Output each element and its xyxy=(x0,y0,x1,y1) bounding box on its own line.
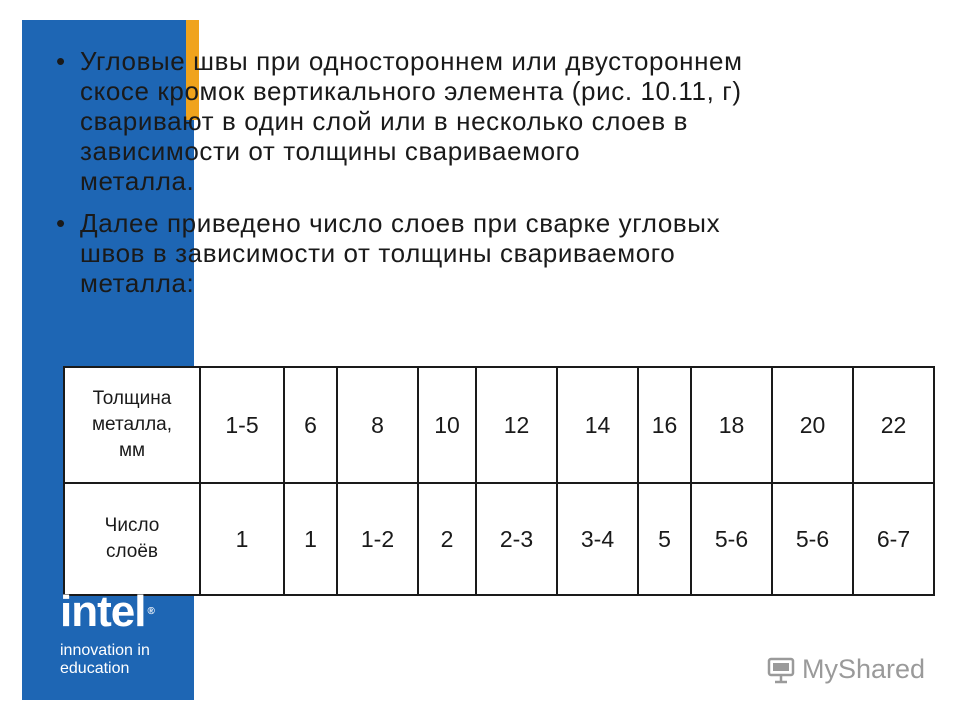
registered-mark: ® xyxy=(147,606,154,617)
table-cell: 10 xyxy=(418,367,476,483)
row-header-line: металла, xyxy=(91,414,173,435)
table-cell: 18 xyxy=(691,367,772,483)
intel-wordmark xyxy=(60,587,154,636)
table-cell: 8 xyxy=(337,367,418,483)
bullet-text-line: швов в зависимости от толщины свариваемого xyxy=(80,238,676,268)
table-cell: 1-2 xyxy=(337,483,418,595)
table-cell: 5 xyxy=(638,483,691,595)
bullet-item-1 xyxy=(56,46,856,196)
presentation-board-icon xyxy=(766,655,796,685)
row-header-line: мм xyxy=(118,440,146,461)
bullet-item-2 xyxy=(56,208,856,298)
table-cell: 3-4 xyxy=(557,483,638,595)
table-row-layers xyxy=(64,483,934,595)
table-cell: 1 xyxy=(200,483,284,595)
bullet-symbol: • xyxy=(56,208,66,238)
bullet-text-line: сваривают в один слой или в несколько слоев в xyxy=(80,106,689,136)
table-cell: 5-6 xyxy=(772,483,853,595)
watermark-text: MyShared xyxy=(802,654,926,684)
table-cell: 2-3 xyxy=(476,483,557,595)
bullet-text-line: Угловые швы при одностороннем или двустороннем xyxy=(80,46,743,76)
intel-tagline xyxy=(60,642,154,678)
layers-table-container xyxy=(63,366,935,596)
table-cell: 1-5 xyxy=(200,367,284,483)
table-cell: 1 xyxy=(284,483,337,595)
bullet-text-line: скосе кромок вертикального элемента (рис. 10.11, г) xyxy=(80,76,742,106)
bullet-list xyxy=(56,46,856,298)
tagline-line: innovation in xyxy=(60,642,150,659)
table-cell: 20 xyxy=(772,367,853,483)
myshared-watermark xyxy=(766,654,925,685)
table-cell: 22 xyxy=(853,367,934,483)
table-cell: 14 xyxy=(557,367,638,483)
row-header-layers xyxy=(64,483,200,595)
table-cell: 12 xyxy=(476,367,557,483)
row-header-line: Толщина xyxy=(92,388,172,409)
tagline-line: education xyxy=(60,660,130,677)
bullet-text-line: Далее приведено число слоев при сварке угловых xyxy=(80,208,721,238)
intel-wordmark-text: intel xyxy=(60,587,146,636)
intel-logo xyxy=(60,587,154,678)
layers-table xyxy=(63,366,935,596)
bullet-symbol: • xyxy=(56,46,66,76)
table-row-thickness xyxy=(64,367,934,483)
row-header-line: Число xyxy=(104,515,160,536)
table-cell: 6-7 xyxy=(853,483,934,595)
row-header-line: слоёв xyxy=(105,541,159,562)
table-cell: 16 xyxy=(638,367,691,483)
table-cell: 2 xyxy=(418,483,476,595)
bullet-text-line: металла: xyxy=(80,268,195,298)
row-header-thickness xyxy=(64,367,200,483)
table-cell: 5-6 xyxy=(691,483,772,595)
bullet-text-line: зависимости от толщины свариваемого xyxy=(80,136,581,166)
table-cell: 6 xyxy=(284,367,337,483)
bullet-text-line: металла. xyxy=(80,166,195,196)
